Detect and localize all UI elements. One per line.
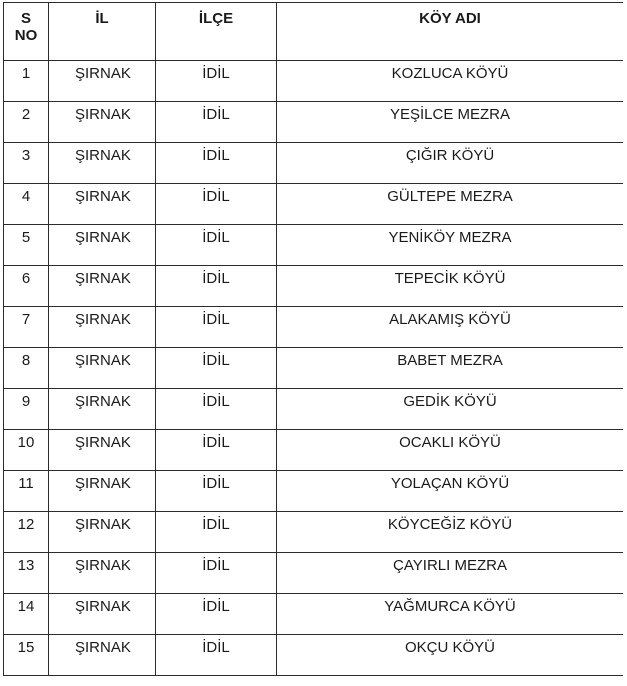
header-ilce: İLÇE [156,3,277,61]
row-number: 14 [4,594,49,635]
row-number: 5 [4,225,49,266]
row-koy-adi: YAĞMURCA KÖYÜ [277,594,624,635]
row-il: ŞIRNAK [49,389,156,430]
header-il: İL [49,3,156,61]
table-row [4,184,624,225]
row-koy-adi: YENİKÖY MEZRA [277,225,624,266]
row-il: ŞIRNAK [49,348,156,389]
row-number: 10 [4,430,49,471]
row-ilce: İDİL [156,348,277,389]
table-row [4,307,624,348]
row-ilce: İDİL [156,430,277,471]
row-il: ŞIRNAK [49,594,156,635]
row-ilce: İDİL [156,389,277,430]
table-row [4,389,624,430]
table-row [4,225,624,266]
row-koy-adi: ALAKAMIŞ KÖYÜ [277,307,624,348]
row-ilce: İDİL [156,225,277,266]
row-ilce: İDİL [156,553,277,594]
row-koy-adi: YOLAÇAN KÖYÜ [277,471,624,512]
row-koy-adi: KOZLUCA KÖYÜ [277,61,624,102]
row-koy-adi: ÇAYIRLI MEZRA [277,553,624,594]
row-koy-adi: TEPECİK KÖYÜ [277,266,624,307]
row-il: ŞIRNAK [49,184,156,225]
table-row [4,266,624,307]
row-number: 4 [4,184,49,225]
row-number: 1 [4,61,49,102]
header-sno-line2: NO [14,26,38,44]
row-ilce: İDİL [156,635,277,676]
table-row [4,635,624,676]
header-sno [4,3,49,61]
row-koy-adi: OCAKLI KÖYÜ [277,430,624,471]
row-number: 3 [4,143,49,184]
row-number: 9 [4,389,49,430]
row-il: ŞIRNAK [49,307,156,348]
header-koy-adi: KÖY ADI [277,3,624,61]
row-koy-adi: YEŞİLCE MEZRA [277,102,624,143]
row-koy-adi: GEDİK KÖYÜ [277,389,624,430]
row-il: ŞIRNAK [49,635,156,676]
row-il: ŞIRNAK [49,225,156,266]
row-number: 15 [4,635,49,676]
row-il: ŞIRNAK [49,102,156,143]
row-ilce: İDİL [156,61,277,102]
row-il: ŞIRNAK [49,266,156,307]
row-ilce: İDİL [156,307,277,348]
row-koy-adi: GÜLTEPE MEZRA [277,184,624,225]
row-number: 2 [4,102,49,143]
table-row [4,61,624,102]
row-il: ŞIRNAK [49,553,156,594]
row-ilce: İDİL [156,594,277,635]
row-number: 8 [4,348,49,389]
table-row [4,102,624,143]
row-il: ŞIRNAK [49,512,156,553]
row-koy-adi: KÖYCEĞİZ KÖYÜ [277,512,624,553]
row-number: 12 [4,512,49,553]
table-row [4,430,624,471]
row-number: 13 [4,553,49,594]
row-koy-adi: BABET MEZRA [277,348,624,389]
table-row [4,594,624,635]
row-ilce: İDİL [156,184,277,225]
row-ilce: İDİL [156,102,277,143]
row-il: ŞIRNAK [49,430,156,471]
row-il: ŞIRNAK [49,143,156,184]
table-row [4,471,624,512]
village-table-container [3,2,623,686]
row-koy-adi: OKÇU KÖYÜ [277,635,624,676]
row-number: 6 [4,266,49,307]
row-ilce: İDİL [156,143,277,184]
village-table [3,2,623,676]
table-row [4,512,624,553]
table-row [4,553,624,594]
header-sno-line1: S [20,10,31,27]
row-koy-adi: ÇIĞIR KÖYÜ [277,143,624,184]
table-row [4,143,624,184]
row-ilce: İDİL [156,512,277,553]
table-body [4,61,624,676]
row-ilce: İDİL [156,266,277,307]
row-number: 7 [4,307,49,348]
table-header-row [4,3,624,61]
row-il: ŞIRNAK [49,471,156,512]
row-number: 11 [4,471,49,512]
row-il: ŞIRNAK [49,61,156,102]
table-row [4,348,624,389]
row-ilce: İDİL [156,471,277,512]
